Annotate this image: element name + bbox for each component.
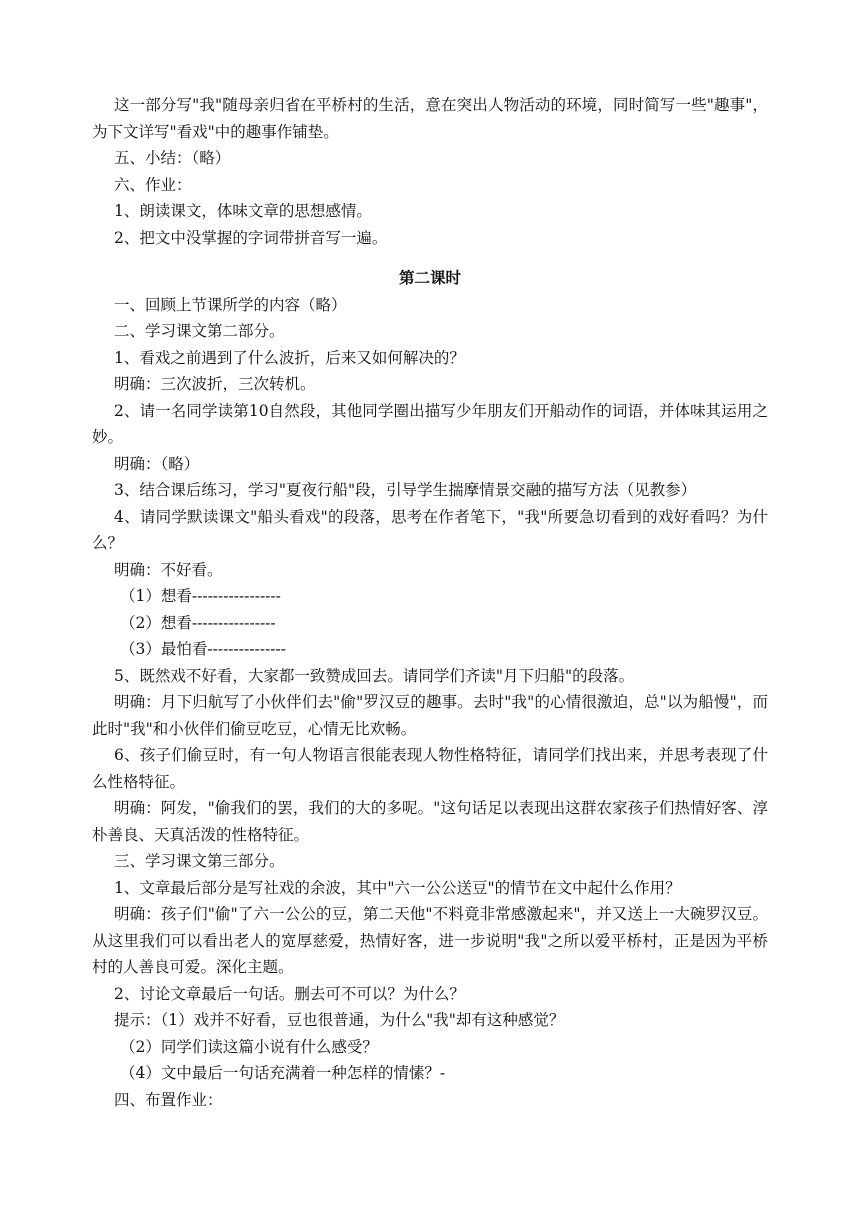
- paragraph: 2、请一名同学读第10自然段，其他同学圈出描写少年朋友们开船动作的词语，并体味其运用之妙。: [92, 401, 768, 446]
- paragraph: 明确：阿发，"偷我们的罢，我们的大的多呢。"这句话足以表现出这群农家孩子们热情好客、淳朴善良、天真活泼的性格特征。: [92, 799, 768, 844]
- paragraph: 二、学习课文第二部分。: [114, 322, 285, 340]
- paragraph: 明确：三次波折，三次转机。: [114, 375, 316, 393]
- paragraph: 明确：（略）: [114, 454, 200, 473]
- paragraph: 三、学习课文第三部分。: [114, 852, 285, 870]
- paragraph: 3、结合课后练习，学习"夏夜行船"段，引导学生揣摩情景交融的描写方法（见教参）: [114, 481, 697, 499]
- list-item: （3）最怕看---------------: [120, 640, 286, 658]
- paragraph: 提示：（1）戏并不好看，豆也很普通，为什么"我"却有这种感觉？: [114, 1011, 565, 1029]
- paragraph: 2、把文中没掌握的字词带拼音写一遍。: [114, 228, 388, 247]
- paragraph: 1、文章最后部分是写社戏的余波，其中"六一公公送豆"的情节在文中起什么作用？: [114, 878, 681, 897]
- paragraph: 2、讨论文章最后一句话。删去可不可以？为什么？: [114, 984, 465, 1003]
- paragraph: 这一部分写"我"随母亲归省在平桥村的生活，意在突出人物活动的环境，同时简写一些"趣事"，为下文详写"看戏"中的趣事作铺垫。: [92, 96, 768, 141]
- paragraph: 六、作业：: [114, 175, 192, 194]
- paragraph: 6、孩子们偷豆时，有一句人物语言很能表现人物性格特征，请同学们找出来，并思考表现了什么性格特征。: [92, 746, 768, 791]
- paragraph: 5、既然戏不好看，大家都一致赞成回去。请同学们齐读"月下归船"的段落。: [114, 666, 635, 685]
- paragraph: 一、回顾上节课所学的内容（略）: [114, 295, 347, 314]
- list-item: （1）想看-----------------: [120, 587, 281, 605]
- paragraph: 五、小结：（略）: [114, 149, 231, 167]
- document-body: [92, 92, 768, 1113]
- paragraph: 明确：孩子们"偷"了六一公公的豆，第二天他"不料竟非常感激起来"，并又送上一大碗罗汉豆。从这里我们可以看出老人的宽厚慈爱，热情好客，进一步说明"我"之所以爱平桥村，正是因为平桥村的人善良可爱。深化主题。: [92, 905, 768, 976]
- paragraph: 四、布置作业：: [114, 1090, 223, 1109]
- section-heading: 第二课时: [398, 268, 461, 287]
- list-item: （4）文中最后一句话充满着一种怎样的情愫？-: [120, 1064, 446, 1082]
- list-item: （2）想看----------------: [120, 613, 276, 632]
- paragraph: 1、看戏之前遇到了什么波折，后来又如何解决的？: [114, 348, 465, 367]
- paragraph: 1、朗读课文，体味文章的思想感情。: [114, 202, 372, 220]
- list-item: （2）同学们读这篇小说有什么感受？: [120, 1037, 378, 1056]
- paragraph: 明确：月下归航写了小伙伴们去"偷"罗汉豆的趣事。去时"我"的心情很激迫，总"以为船慢"，而此时"我"和小伙伴们偷豆吃豆，心情无比欢畅。: [92, 693, 768, 738]
- paragraph: 明确：不好看。: [114, 560, 223, 579]
- paragraph: 4、请同学默读课文"船头看戏"的段落，思考在作者笔下，"我"所要急切看到的戏好看吗？为什么？: [92, 507, 768, 552]
